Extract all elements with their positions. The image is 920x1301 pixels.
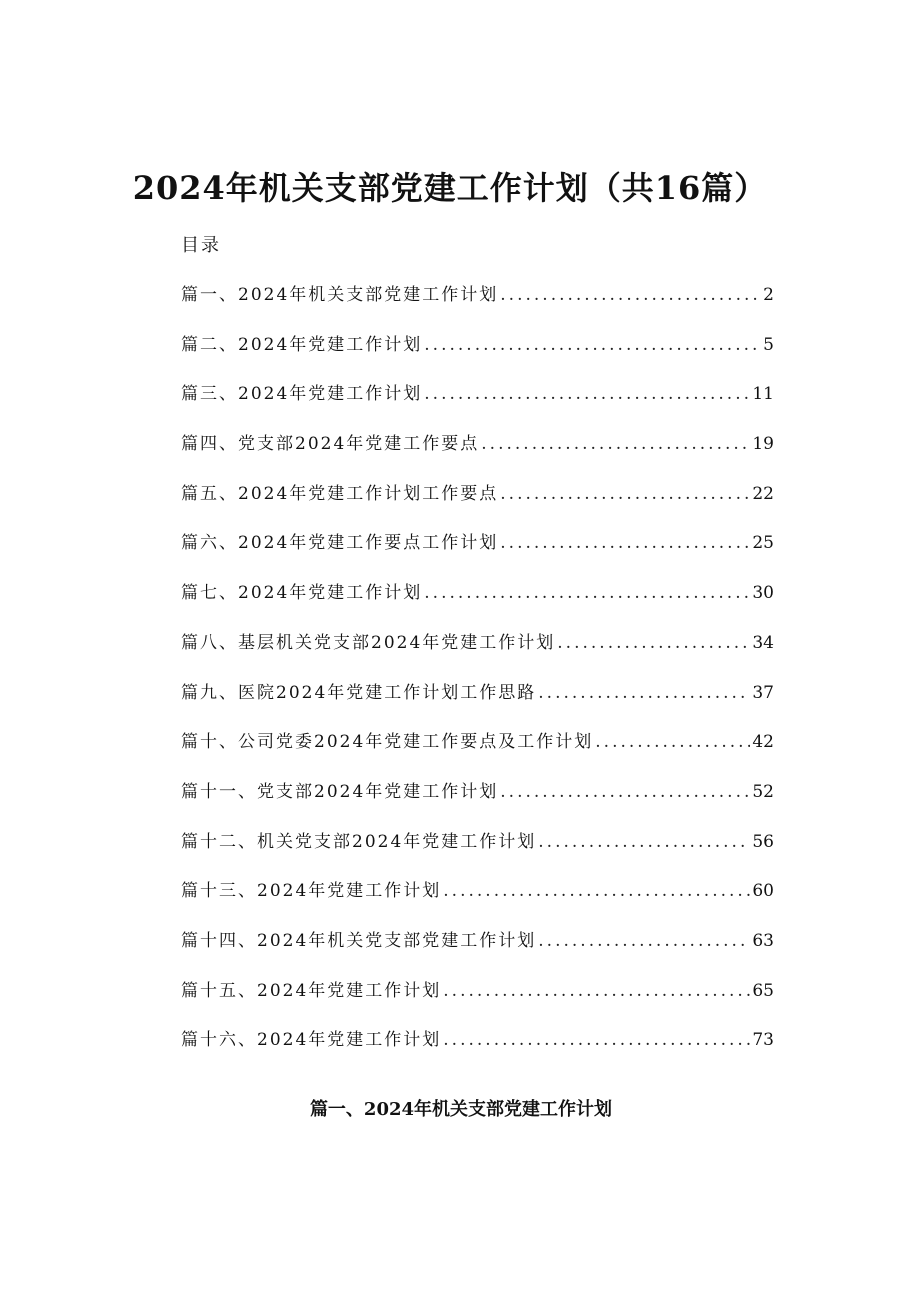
toc-leader-dots [424,332,761,358]
toc-entry-page: 37 [752,682,774,703]
toc-entry[interactable] [181,530,774,580]
toc-entry-label: 篇九、医院2024年党建工作计划工作思路 [181,682,537,703]
table-of-contents [181,282,774,1077]
toc-leader-dots [500,481,750,507]
toc-entry[interactable] [181,978,774,1028]
toc-entry-page: 2 [763,285,774,305]
toc-entry-page: 34 [752,632,774,653]
toc-entry-label: 篇二、2024年党建工作计划 [181,334,423,355]
toc-leader-dots [500,282,761,308]
toc-leader-dots [538,680,750,706]
toc-leader-dots [538,829,750,855]
toc-leader-dots [538,928,750,954]
toc-entry-label: 篇十二、机关党支部2024年党建工作计划 [181,831,537,852]
toc-entry-label: 篇四、党支部2024年党建工作要点 [181,434,480,455]
toc-heading: 目录 [181,235,221,256]
toc-entry[interactable] [181,1027,774,1077]
toc-entry[interactable] [181,282,774,332]
toc-leader-dots [443,1027,750,1053]
toc-entry-page: 30 [752,583,774,604]
toc-entry[interactable] [181,829,774,879]
toc-entry-page: 25 [752,533,774,554]
toc-entry-label: 篇八、基层机关党支部2024年党建工作计划 [181,632,556,653]
toc-leader-dots [443,878,750,904]
toc-leader-dots [481,431,750,457]
toc-leader-dots [424,580,750,606]
toc-entry-page: 11 [752,384,774,405]
toc-entry[interactable] [181,580,774,630]
toc-entry[interactable] [181,729,774,779]
toc-entry-label: 篇十一、党支部2024年党建工作计划 [181,781,499,802]
toc-leader-dots [557,630,750,656]
toc-entry-label: 篇十、公司党委2024年党建工作要点及工作计划 [181,732,594,753]
toc-entry[interactable] [181,878,774,928]
toc-entry-page: 42 [752,732,774,753]
toc-leader-dots [500,779,750,805]
toc-entry-page: 22 [752,483,774,504]
toc-entry-page: 56 [752,831,774,852]
toc-entry-label: 篇十三、2024年党建工作计划 [181,881,442,902]
toc-entry-label: 篇一、2024年机关支部党建工作计划 [181,285,499,305]
toc-entry[interactable] [181,481,774,531]
toc-entry-label: 篇十五、2024年党建工作计划 [181,980,442,1001]
toc-entry-label: 篇七、2024年党建工作计划 [181,583,423,604]
toc-entry-label: 篇六、2024年党建工作要点工作计划 [181,533,499,554]
toc-entry-page: 60 [752,881,774,902]
toc-entry-label: 篇五、2024年党建工作计划工作要点 [181,483,499,504]
toc-entry-page: 63 [752,930,774,951]
toc-entry-page: 52 [752,781,774,802]
toc-entry-page: 73 [752,1030,774,1051]
toc-entry[interactable] [181,680,774,730]
toc-entry[interactable] [181,431,774,481]
toc-entry[interactable] [181,381,774,431]
toc-entry[interactable] [181,332,774,382]
toc-entry-page: 19 [752,434,774,455]
toc-entry-label: 篇三、2024年党建工作计划 [181,384,423,405]
document-title: 2024年机关支部党建工作计划（共16篇） [132,169,768,208]
toc-leader-dots [443,978,750,1004]
toc-entry[interactable] [181,928,774,978]
toc-entry-page: 5 [763,334,774,355]
toc-entry[interactable] [181,630,774,680]
section-heading: 篇一、2024年机关支部党建工作计划 [309,1098,613,1120]
toc-entry[interactable] [181,779,774,829]
toc-entry-label: 篇十四、2024年机关党支部党建工作计划 [181,930,537,951]
toc-leader-dots [595,729,750,755]
toc-leader-dots [500,530,750,556]
toc-leader-dots [424,381,750,407]
toc-entry-page: 65 [752,980,774,1001]
toc-entry-label: 篇十六、2024年党建工作计划 [181,1030,442,1051]
